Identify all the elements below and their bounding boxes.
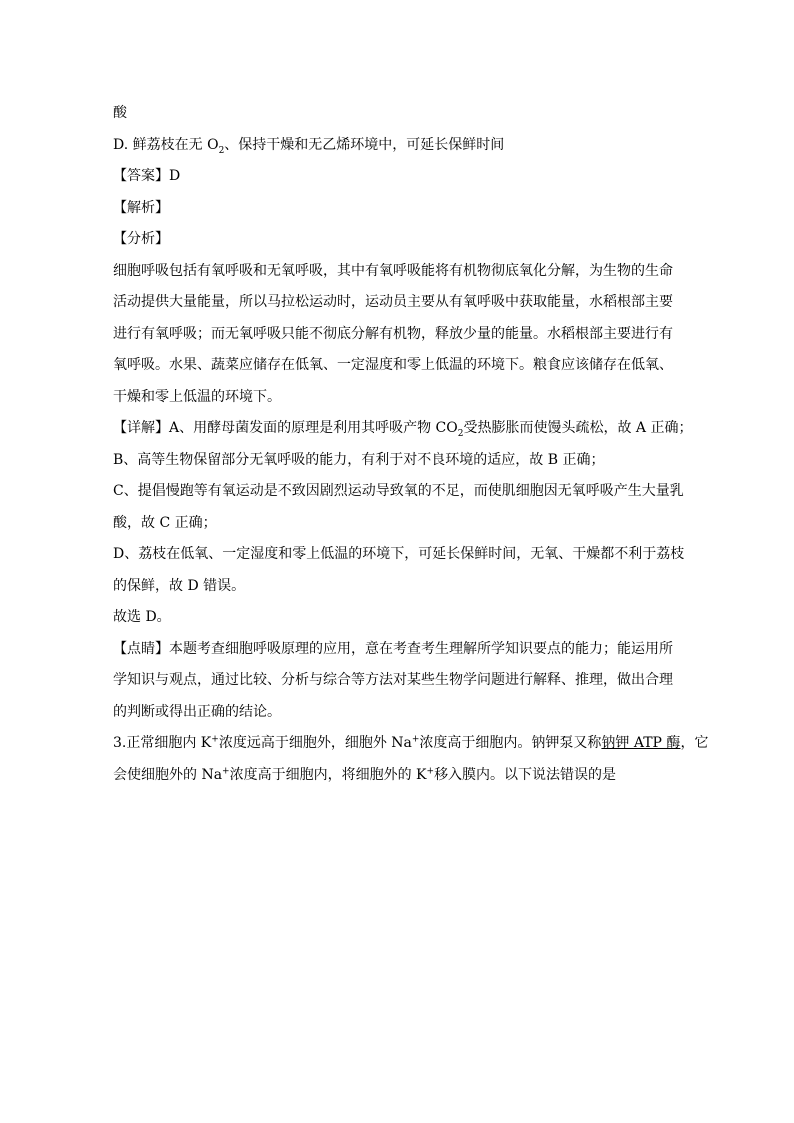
fenxi-heading [113,224,685,256]
text: 的判断或得出正确的结论。 [113,703,281,720]
text: 【解析】 [113,199,169,216]
text: 浓度高于细胞内，将细胞外的 K [229,766,427,783]
text: 【分析】 [113,231,169,247]
text-line [113,98,685,130]
text: 、保持干燥和无乙烯环境中，可延长保鲜时间 [224,136,505,153]
text: 【详解】A、用酵母菌发面的原理是利用其呼吸产物 CO [113,420,458,436]
text: 移入膜内。以下说法错误的是 [434,766,617,783]
text: 故选 D。 [113,609,171,625]
text-line [113,665,685,697]
document-page [113,98,709,791]
text: 3.正常细胞内 K [113,735,212,751]
text: D、荔枝在低氧、一定湿度和零上低温的环境下，可延长保鲜时间，无氧、干燥都不利于荔枝 [113,546,685,562]
text: C、提倡慢跑等有氧运动是不致因剧烈运动导致氧的不足，而使肌细胞因无氧呼吸产生大量乳 [113,483,684,499]
text: 浓度高于细胞内。钠钾泵又称 [419,735,602,751]
text-line [113,445,685,477]
text-line [113,476,685,508]
text: ，它 [680,735,709,751]
text: 【答案】D [113,168,181,184]
question-3-line [113,728,709,760]
text: D. 鲜荔枝在无 O [113,136,219,153]
text: 【点睛】本题考查细胞呼吸原理的应用，意在考查考生理解所学知识要点的能力；能运用所 [113,640,673,657]
text: B、高等生物保留部分无氧呼吸的能力，有利于对不良环境的适应，故 B 正确； [113,451,605,468]
text: 受热膨胀而使馒头疏松，故 A 正确； [463,420,693,436]
text-line [113,697,685,729]
text-line [113,539,685,571]
superscript: + [211,734,219,745]
text-line [113,571,685,603]
text: 的保鲜，故 D 错误。 [113,577,246,594]
superscript: + [426,765,435,776]
superscript: + [222,765,230,776]
answer-line [113,161,685,193]
text: 会使细胞外的 Na [113,766,223,783]
text: 浓度远高于细胞外，细胞外 Na [218,735,412,751]
text: 氧呼吸。水果、蔬菜应储存在低氧、一定湿度和零上低温的环境下。粮食应该储存在低氧、 [113,357,673,373]
text: 学知识与观点，通过比较、分析与综合等方法对某些生物学问题进行解释、推理，做出合理 [113,672,673,688]
text-line [113,508,685,540]
underlined-text: 钠钾 ATP 酶 [601,735,681,751]
text-line [113,602,685,634]
text-line [113,382,685,414]
text-line [113,287,685,319]
question-3-line [113,760,685,792]
text-line [113,256,685,288]
analysis-heading [113,193,685,225]
subscript: 2 [457,428,464,439]
detail-line [113,413,693,445]
text: 活动提供大量能量，所以马拉松运动时，运动员主要从有氧呼吸中获取能量，水稻根部主要 [113,294,673,310]
text: 酸 [113,105,127,121]
option-d [113,130,685,162]
text: 干燥和零上低温的环境下。 [113,388,281,405]
text: 酸，故 C 正确； [113,514,217,531]
text: 细胞呼吸包括有氧呼吸和无氧呼吸，其中有氧呼吸能将有机物彻底氧化分解，为生物的生命 [113,262,673,279]
text-line [113,319,685,351]
subscript: 2 [218,145,225,156]
superscript: + [411,734,420,745]
text-line [113,634,685,666]
text-line [113,350,685,382]
text: 进行有氧呼吸；而无氧呼吸只能不彻底分解有机物，释放少量的能量。水稻根部主要进行有 [113,325,673,342]
